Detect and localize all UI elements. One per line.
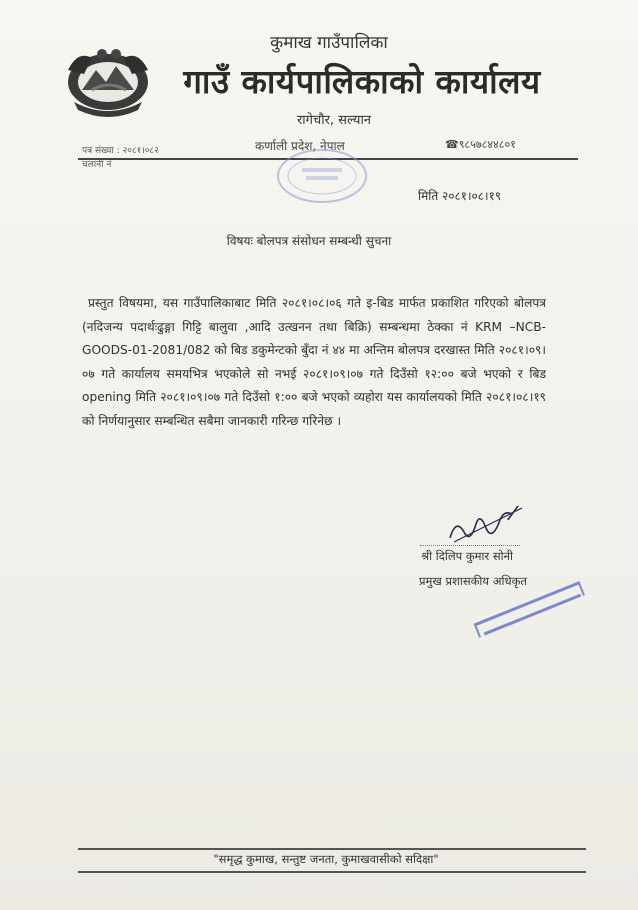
- signature-line: [420, 545, 520, 546]
- reference-number: पत्र संख्या : २०८१।०८२: [82, 146, 159, 156]
- signature-icon: [442, 498, 528, 550]
- office-title: गाउँ कार्यपालिकाको कार्यालय: [183, 62, 541, 101]
- letter-body: प्रस्तुत विषयमा, यस गाउँपालिकाबाट मिति २०८१।०८।०६ गते इ-बिड मार्फत प्रकाशित गरिएको बोलपत्र (नदिजन्य पदार्थःढुङ्गा गिट्टि बालुवा ,आदि उत्खनन तथा बिक्रि) सम्बन्धमा ठेक्का नं KRM –NCB-GOODS-01-2081/082 को बिड डकुमेन्टको बुँदा नं ४४ मा अन्तिम बोलपत्र दरखास्त मिति २०८१।०९।०७ गते कार्यालय समयभित्र भएकोले सो नभई २०८१।०९।०७ गते दिउँसो १२:०० बजे भएको र बिड opening मिति २०८१।०९।०७ गते दिउँसो १:०० बजे भएको व्यहोरा यस कार्यालयको मिति २०८१।०८।१९ को निर्णयानुसार सम्बन्धित सबैमा जानकारी गरिन्छ गरिनेछ ।: [82, 296, 546, 428]
- letter-date: मिति २०८१।०८।१९: [418, 189, 502, 203]
- municipality-name: कुमाख गाउँपालिका: [270, 33, 388, 53]
- footer-motto: "समृद्ध कुमाख, सन्तुष्ट जनता, कुमाखवासीको सदिक्षा": [213, 852, 439, 866]
- dispatch-number: चलानी नं: [82, 160, 112, 170]
- signatory-name: श्री दिलिप कुमार सोनी: [421, 549, 513, 563]
- office-stamp-icon: [272, 146, 372, 206]
- letter-subject: विषयः बोलपत्र संसोधन सम्बन्धी सुचना: [226, 234, 392, 248]
- footer-divider-top: [78, 848, 586, 850]
- phone-number: ☎९८५७८४४८०१: [445, 138, 516, 151]
- footer-divider-bottom: [78, 871, 586, 873]
- province-text: कर्णाली प्रदेश, नेपाल: [255, 139, 345, 153]
- office-location: रागेचौर, सल्यान: [296, 113, 372, 128]
- signatory-stamp-icon: [470, 578, 600, 648]
- signatory-title: प्रमुख प्रशासकीय अधिकृत: [419, 574, 527, 588]
